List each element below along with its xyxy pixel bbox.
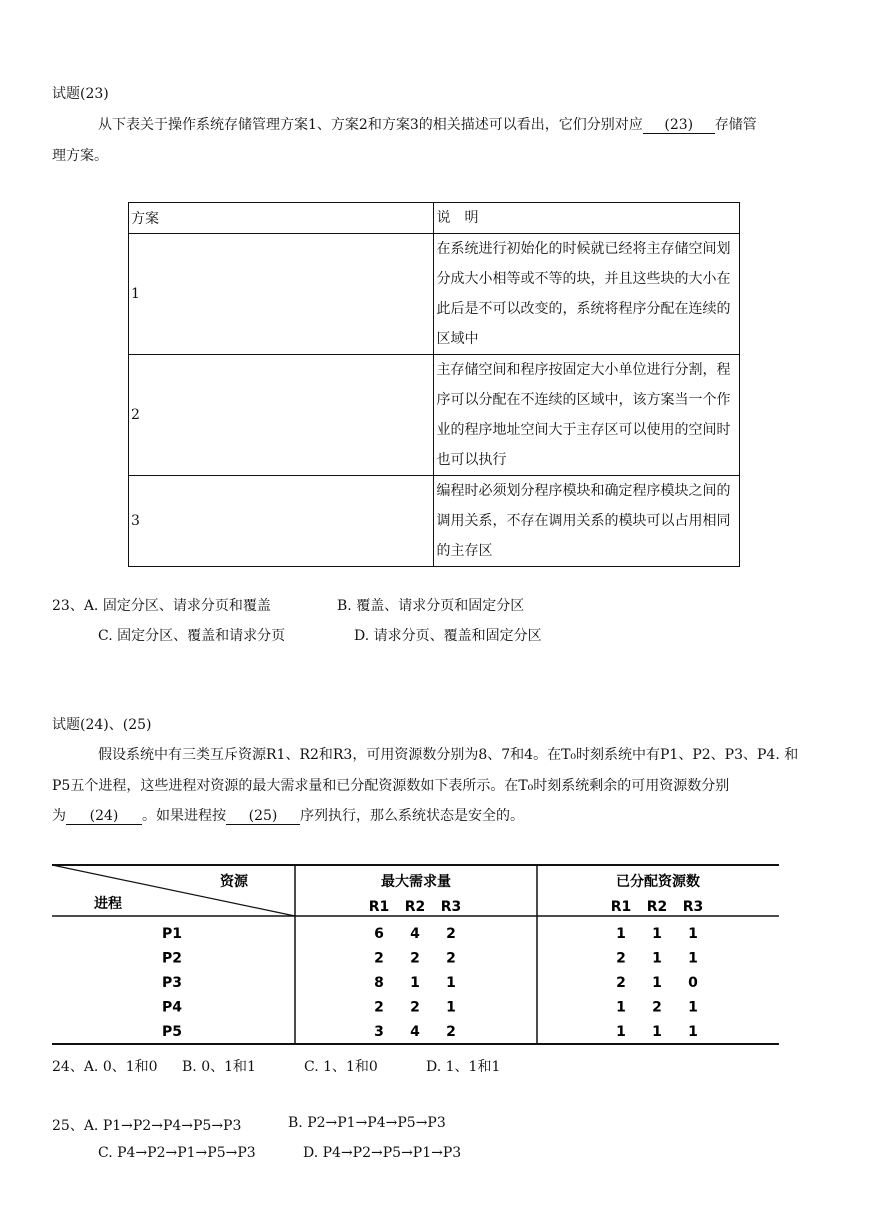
allocated-cell: 1 [616, 926, 626, 942]
resource-table [52, 864, 779, 1046]
option-23-d[interactable]: D. 请求分页、覆盖和固定分区 [354, 628, 542, 644]
max-demand-cell: 4 [410, 926, 420, 942]
table-header-row [129, 203, 740, 234]
allocated-cell: 2 [616, 950, 626, 967]
max-demand-cell: 2 [446, 1024, 456, 1040]
allocated-cell: 1 [652, 926, 662, 942]
allocated-cell: 1 [688, 950, 698, 967]
subcol-max-r2: R2 [404, 899, 426, 915]
option-23-a[interactable]: 23、A. 固定分区、请求分页和覆盖 [52, 598, 271, 614]
answer-blank-24[interactable]: (24) [66, 808, 142, 825]
table-body [162, 926, 698, 1040]
corner-label-resource: 资源 [220, 874, 248, 890]
question-24-25-line2: P5五个进程，这些进程对资源的最大需求量和已分配资源数如下表所示。在T₀时刻系统剩余的可用资源数分别 [52, 778, 730, 794]
line3-suffix: 序列执行，那么系统状态是安全的。 [300, 808, 524, 824]
question-23-stem-line2: 理方案。 [52, 148, 108, 164]
option-25-d[interactable]: D. P4→P2→P5→P1→P3 [303, 1145, 462, 1161]
line3-prefix: 为 [52, 808, 66, 824]
subcol-alloc-r2: R2 [646, 899, 668, 915]
description-cell: 在系统进行初始化的时候就已经将主存储空间划分成大小相等或不等的块，并且这些块的大小在此后是不可以改变的，系统将程序分配在连续的区域中 [434, 234, 740, 355]
question-23-stem-text: 从下表关于操作系统存储管理方案1、方案2和方案3的相关描述可以看出，它们分别对应 [98, 117, 643, 133]
question-24-25-title: 试题(24)、(25) [52, 717, 152, 733]
max-demand-cell: 2 [410, 999, 420, 1016]
header-description [434, 203, 740, 234]
max-demand-cell: 3 [374, 1024, 384, 1040]
subcol-alloc-r3: R3 [682, 899, 704, 915]
allocated-cell: 1 [616, 1024, 626, 1040]
option-25-a[interactable]: 25、A. P1→P2→P4→P5→P3 [52, 1118, 242, 1134]
allocated-cell: 1 [652, 1024, 662, 1040]
max-demand-cell: 1 [410, 975, 420, 991]
table-row [129, 234, 740, 355]
line3-middle: 。如果进程按 [142, 808, 226, 824]
max-demand-cell: 4 [410, 1024, 420, 1040]
table-row [129, 476, 740, 567]
subcol-max-r3: R3 [440, 899, 462, 915]
allocated-cell: 1 [688, 1024, 698, 1040]
allocated-cell: 2 [616, 975, 626, 991]
corner-diagonal [52, 865, 295, 916]
question-23-stem-text-2: 存储管 [714, 117, 757, 133]
question-24-25-line1: 假设系统中有三类互斥资源R1、R2和R3，可用资源数分别为8、7和4。在T₀时刻系统中有P1、P2、P3、P4. 和 [98, 747, 799, 763]
allocated-cell: 1 [616, 999, 626, 1016]
question-23-title: 试题(23) [52, 86, 109, 102]
max-demand-cell: 6 [374, 926, 384, 942]
max-demand-cell: 2 [410, 950, 420, 967]
corner-label-process: 进程 [94, 896, 122, 912]
option-24-b[interactable]: B. 0、1和1 [182, 1059, 256, 1075]
question-23-stem-line1 [98, 114, 757, 134]
subcol-max-r1: R1 [368, 899, 390, 915]
option-25-c[interactable]: C. P4→P2→P1→P5→P3 [98, 1145, 256, 1161]
storage-scheme-table [128, 202, 740, 567]
option-23-c[interactable]: C. 固定分区、覆盖和请求分页 [98, 628, 286, 644]
answer-blank-25[interactable]: (25) [226, 808, 300, 825]
header-scheme: 方案 [129, 203, 434, 234]
max-demand-cell: 1 [446, 975, 456, 991]
max-demand-cell: 2 [446, 926, 456, 942]
process-name-cell: P5 [161, 1024, 183, 1040]
allocated-cell: 2 [652, 999, 662, 1016]
max-demand-cell: 2 [374, 999, 384, 1016]
description-cell: 主存储空间和程序按固定大小单位进行分割，程序可以分配在不连续的区域中，该方案当一个作业的程序地址空间大于主存区可以使用的空间时也可以执行 [434, 355, 740, 476]
allocated-cell: 1 [652, 975, 662, 991]
max-demand-cell: 2 [446, 950, 456, 967]
option-24-a[interactable]: 24、A. 0、1和0 [52, 1059, 158, 1075]
group-header-max: 最大需求量 [381, 874, 451, 890]
max-demand-cell: 2 [374, 950, 384, 967]
option-24-c[interactable]: C. 1、1和0 [304, 1059, 378, 1075]
group-header-alloc: 已分配资源数 [616, 874, 700, 890]
option-24-d[interactable]: D. 1、1和1 [426, 1059, 501, 1075]
answer-blank-23[interactable]: (23) [643, 117, 715, 134]
allocated-cell: 1 [688, 999, 698, 1016]
process-name-cell: P1 [161, 926, 183, 942]
scheme-cell: 3 [129, 476, 434, 567]
option-23-b[interactable]: B. 覆盖、请求分页和固定分区 [337, 598, 525, 614]
process-name-cell: P3 [161, 975, 183, 991]
allocated-cell: 1 [688, 926, 698, 942]
question-24-25-line3 [52, 805, 524, 825]
scheme-cell: 2 [129, 355, 434, 476]
allocated-cell: 1 [652, 950, 662, 967]
max-demand-cell: 8 [374, 975, 384, 991]
option-25-b[interactable]: B. P2→P1→P4→P5→P3 [288, 1115, 446, 1131]
max-demand-cell: 1 [446, 999, 456, 1016]
description-cell: 编程时必须划分程序模块和确定程序模块之间的调用关系，不存在调用关系的模块可以占用相同的主存区 [434, 476, 740, 567]
allocated-cell: 0 [688, 975, 698, 991]
table-row [129, 355, 740, 476]
process-name-cell: P4 [161, 999, 183, 1016]
scheme-cell: 1 [129, 234, 434, 355]
header-description-text: 说 明 [436, 210, 479, 226]
process-name-cell: P2 [161, 950, 183, 967]
subcol-alloc-r1: R1 [610, 899, 632, 915]
